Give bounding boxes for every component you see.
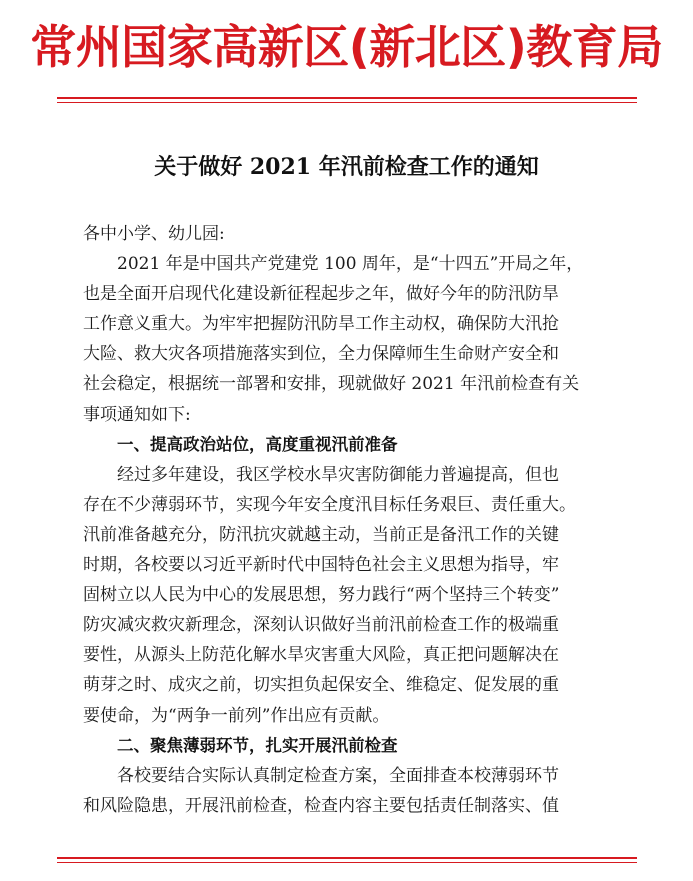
- section-1-line: 存在不少薄弱环节，实现今年安全度汛目标任务艰巨、责任重大。: [83, 494, 576, 515]
- section-1-line: 汛前准备越充分，防汛抗灾就越主动，当前正是备汛工作的关键: [83, 524, 559, 545]
- section-heading-1: 一、提高政治站位，高度重视汛前准备: [117, 434, 398, 454]
- footer-rule-upper: [57, 857, 637, 859]
- intro-line: 事项通知如下:: [83, 404, 191, 425]
- section-1-line: 要性，从源头上防范化解水旱灾害重大风险，真正把问题解决在: [83, 645, 559, 666]
- section-2-line: 各校要结合实际认真制定检查方案，全面排查本校薄弱环节: [117, 765, 559, 786]
- intro-line: 2021 年是中国共产党建党 100 周年，是“十四五”开局之年，: [117, 254, 584, 275]
- masthead-rule-upper: [57, 97, 637, 99]
- intro-line: 也是全面开启现代化建设新征程起步之年，做好今年的防汛防旱: [83, 284, 559, 305]
- section-2-paragraph: [83, 761, 628, 821]
- section-2-line: 和风险隐患，开展汛前检查，检查内容主要包括责任制落实、值: [83, 795, 559, 816]
- intro-paragraph: [83, 249, 628, 430]
- masthead-rule-lower: [57, 102, 637, 103]
- section-1-line: 固树立以人民为中心的发展思想，努力践行“两个坚持三个转变”: [83, 585, 560, 606]
- intro-line: 社会稳定，根据统一部署和安排，现就做好 2021 年汛前检查有关: [83, 374, 580, 395]
- section-heading-2: 二、聚焦薄弱环节，扎实开展汛前检查: [117, 735, 398, 755]
- section-1-line: 防灾减灾救灾新理念，深刻认识做好当前汛前检查工作的极端重: [83, 615, 559, 636]
- masthead-title: 常州国家高新区(新北区)教育局: [30, 20, 663, 74]
- salutation: 各中小学、幼儿园:: [83, 224, 225, 244]
- footer-rule-lower: [57, 862, 637, 863]
- section-1-line: 时期，各校要以习近平新时代中国特色社会主义思想为指导，牢: [83, 555, 559, 576]
- section-1-line: 萌芽之时、成灾之前，切实担负起保安全、维稳定、促发展的重: [83, 675, 559, 696]
- document-title: 关于做好 2021 年汛前检查工作的通知: [154, 154, 539, 180]
- section-1-line: 要使命，为“两争一前列”作出应有贡献。: [83, 705, 390, 726]
- document-body: [83, 219, 628, 821]
- section-1-paragraph: [83, 460, 628, 731]
- section-1-line: 经过多年建设，我区学校水旱灾害防御能力普遍提高，但也: [117, 464, 559, 485]
- intro-line: 工作意义重大。为牢牢把握防汛防旱工作主动权，确保防大汛抢: [83, 314, 559, 335]
- intro-line: 大险、救大灾各项措施落实到位，全力保障师生生命财产安全和: [83, 344, 559, 365]
